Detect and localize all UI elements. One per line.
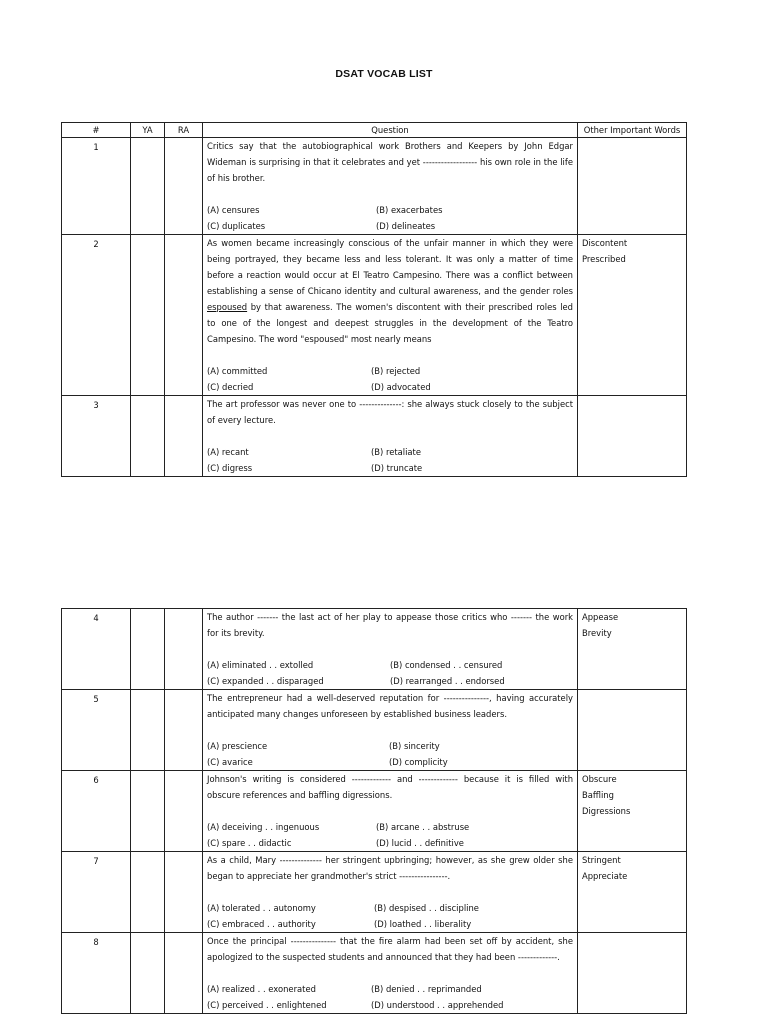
- important-word: Prescribed: [582, 254, 626, 264]
- ya-cell[interactable]: [131, 690, 165, 771]
- choice-d: (D) understood . . apprehended: [371, 1000, 504, 1010]
- choice-c: (C) embraced . . authority: [207, 919, 316, 929]
- table-row: [62, 609, 687, 690]
- other-words-cell: [578, 235, 687, 396]
- important-word: Brevity: [582, 628, 612, 638]
- ra-cell[interactable]: [165, 235, 203, 396]
- ya-cell[interactable]: [131, 609, 165, 690]
- answer-choices: [207, 444, 573, 476]
- other-words-cell: [578, 771, 687, 852]
- other-words-cell: [578, 933, 687, 1014]
- question-cell: [203, 138, 578, 235]
- important-word: Stringent: [582, 855, 621, 865]
- ya-cell[interactable]: [131, 771, 165, 852]
- choice-b: (B) denied . . reprimanded: [371, 984, 482, 994]
- answer-choices: [207, 738, 573, 770]
- other-words-cell: [578, 396, 687, 477]
- answer-choices: [207, 900, 573, 932]
- question-number: 7: [62, 852, 131, 933]
- choice-b: (B) exacerbates: [376, 205, 443, 215]
- question-cell: [203, 852, 578, 933]
- choice-c: (C) perceived . . enlightened: [207, 1000, 327, 1010]
- question-number: 5: [62, 690, 131, 771]
- answer-choices: [207, 819, 573, 851]
- table-row: [62, 690, 687, 771]
- header-other-words: Other Important Words: [578, 123, 687, 138]
- choice-b: (B) sincerity: [389, 741, 440, 751]
- question-number: 3: [62, 396, 131, 477]
- table-row: [62, 852, 687, 933]
- choice-c: (C) digress: [207, 463, 253, 473]
- choice-a: (A) prescience: [207, 741, 268, 751]
- table-row: [62, 235, 687, 396]
- ra-cell[interactable]: [165, 690, 203, 771]
- choice-b: (B) despised . . discipline: [374, 903, 479, 913]
- question-cell: [203, 609, 578, 690]
- question-cell: [203, 396, 578, 477]
- choice-d: (D) rearranged . . endorsed: [390, 676, 505, 686]
- important-word: Baffling: [582, 790, 614, 800]
- question-text: Once the principal --------------- that the fire alarm had been set off by accident, she apologized to the suspected students and announced that they had been -------------.: [207, 936, 573, 962]
- important-word: Obscure: [582, 774, 617, 784]
- choice-a: (A) censures: [207, 205, 260, 215]
- ya-cell[interactable]: [131, 396, 165, 477]
- choice-c: (C) avarice: [207, 757, 253, 767]
- choice-b: (B) condensed . . censured: [390, 660, 503, 670]
- question-text: [207, 235, 573, 347]
- question-text-part: As women became increasingly conscious of the unfair manner in which they were being portrayed, they became less and less tolerant. It was only a matter of time before a reaction would occur at El Teatro Campesino. There was a conflict between establishing a sense of Chicano identity and cultural awareness, and the gender roles: [207, 238, 573, 296]
- important-word: Discontent: [582, 238, 628, 248]
- important-word: Digressions: [582, 806, 631, 816]
- header-ya: YA: [131, 123, 165, 138]
- question-text-part: by that awareness. The women's discontent with their prescribed roles led to one of the longest and deepest struggles in the development of the Teatro Campesino. The word "espoused" most nearly means: [207, 302, 573, 344]
- choice-a: (A) realized . . exonerated: [207, 984, 316, 994]
- ya-cell[interactable]: [131, 138, 165, 235]
- question-cell: [203, 690, 578, 771]
- choice-c: (C) duplicates: [207, 221, 266, 231]
- choice-a: (A) eliminated . . extolled: [207, 660, 314, 670]
- page-title: DSAT VOCAB LIST: [335, 68, 433, 80]
- question-number: 4: [62, 609, 131, 690]
- ra-cell[interactable]: [165, 852, 203, 933]
- choice-a: (A) tolerated . . autonomy: [207, 903, 316, 913]
- choice-b: (B) retaliate: [371, 447, 421, 457]
- question-number: 8: [62, 933, 131, 1014]
- header-num: #: [62, 123, 131, 138]
- question-text: Johnson's writing is considered ------------- and ------------- because it is filled with obscure references and baffling digressions.: [207, 774, 573, 800]
- question-cell: [203, 235, 578, 396]
- table-row: [62, 771, 687, 852]
- choice-d: (D) complicity: [389, 757, 448, 767]
- table-header-row: [62, 123, 687, 138]
- choice-a: (A) deceiving . . ingenuous: [207, 822, 320, 832]
- question-text: The author ------- the last act of her play to appease those critics who ------- the work for its brevity.: [207, 612, 573, 638]
- choice-c: (C) spare . . didactic: [207, 838, 292, 848]
- question-number: 1: [62, 138, 131, 235]
- choice-a: (A) recant: [207, 447, 249, 457]
- question-cell: [203, 771, 578, 852]
- choice-d: (D) truncate: [371, 463, 423, 473]
- header-question: Question: [203, 123, 578, 138]
- table-row: [62, 933, 687, 1014]
- underlined-word: espoused: [207, 302, 248, 312]
- vocab-table: [61, 122, 687, 477]
- ya-cell[interactable]: [131, 235, 165, 396]
- choice-d: (D) delineates: [376, 221, 436, 231]
- important-word: Appease: [582, 612, 619, 622]
- choice-c: (C) decried: [207, 382, 254, 392]
- table-row: [62, 138, 687, 235]
- choice-d: (D) loathed . . liberality: [374, 919, 472, 929]
- ra-cell[interactable]: [165, 396, 203, 477]
- answer-choices: [207, 981, 573, 1013]
- other-words-cell: [578, 138, 687, 235]
- ya-cell[interactable]: [131, 933, 165, 1014]
- choice-c: (C) expanded . . disparaged: [207, 676, 324, 686]
- question-number: 6: [62, 771, 131, 852]
- question-text: Critics say that the autobiographical work Brothers and Keepers by John Edgar Wideman is surprising in that it celebrates and yet ------------------ his own role in the life of his brother.: [207, 141, 573, 183]
- question-text: The art professor was never one to --------------: she always stuck closely to the subject of every lecture.: [207, 399, 573, 425]
- choice-a: (A) committed: [207, 366, 268, 376]
- ra-cell[interactable]: [165, 609, 203, 690]
- choice-b: (B) arcane . . abstruse: [376, 822, 470, 832]
- choice-d: (D) lucid . . definitive: [376, 838, 464, 848]
- answer-choices: [207, 657, 573, 689]
- answer-choices: [207, 363, 573, 395]
- answer-choices: [207, 202, 573, 234]
- ya-cell[interactable]: [131, 852, 165, 933]
- vocab-table: [61, 608, 687, 1014]
- choice-b: (B) rejected: [371, 366, 421, 376]
- question-cell: [203, 933, 578, 1014]
- choice-d: (D) advocated: [371, 382, 431, 392]
- ra-cell[interactable]: [165, 138, 203, 235]
- other-words-cell: [578, 852, 687, 933]
- ra-cell[interactable]: [165, 933, 203, 1014]
- important-word: Appreciate: [582, 871, 628, 881]
- ra-cell[interactable]: [165, 771, 203, 852]
- table-row: [62, 396, 687, 477]
- header-ra: RA: [165, 123, 203, 138]
- question-text: The entrepreneur had a well-deserved reputation for ---------------, having accurately anticipated many changes unforeseen by established business leaders.: [207, 693, 573, 719]
- other-words-cell: [578, 690, 687, 771]
- question-number: 2: [62, 235, 131, 396]
- question-text: As a child, Mary -------------- her stringent upbringing; however, as she grew older she began to appreciate her grandmother's strict ----------------.: [207, 855, 573, 881]
- other-words-cell: [578, 609, 687, 690]
